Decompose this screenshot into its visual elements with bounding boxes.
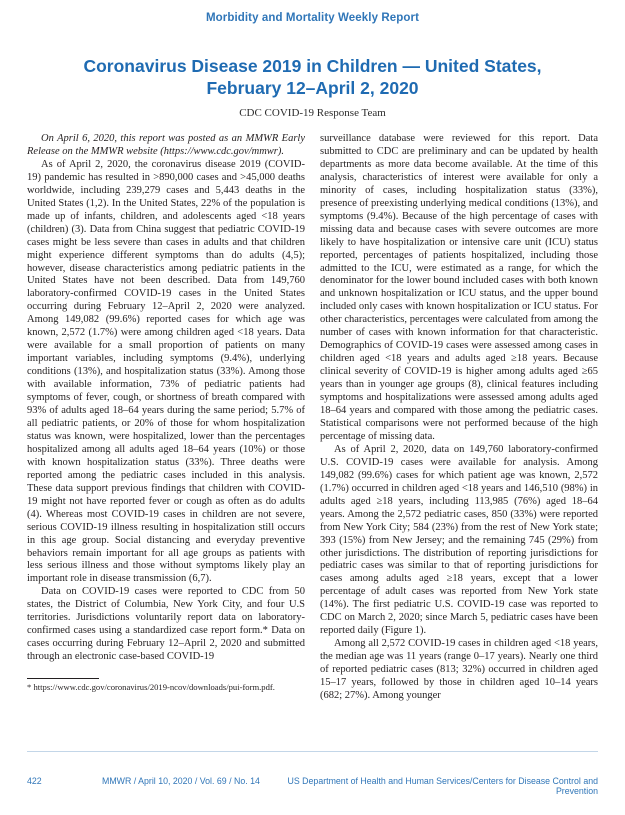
page-number: 422 [27, 776, 42, 786]
page-title-line2: February 12–April 2, 2020 [206, 78, 419, 98]
body-paragraph: Among all 2,572 COVID-19 cases in children aged <18 years, the median age was 11 years (range 0–17 years). Nearly one third of reported pediatric cases (813; 32%) occurred in children aged 15–17 years, followed by those in children aged 10–14 years (682; 27%). Among younger [320, 638, 598, 701]
body-columns [27, 133, 598, 703]
page-footer [27, 751, 598, 796]
page-title-line1: Coronavirus Disease 2019 in Children — United States, [83, 56, 542, 76]
footer-row [27, 776, 598, 796]
right-column-paragraphs [320, 133, 598, 703]
page-title [0, 55, 625, 99]
body-paragraph: On April 6, 2020, this report was posted as an MMWR Early Release on the MMWR website (https://www.cdc.gov/mmwr). [27, 133, 305, 157]
right-column [320, 133, 598, 703]
left-column-paragraphs [27, 133, 305, 664]
footnote-block [27, 678, 305, 693]
running-head: Morbidity and Mortality Weekly Report [205, 12, 420, 24]
body-paragraph: As of April 2, 2020, the coronavirus disease 2019 (COVID-19) pandemic has resulted in >890,000 cases and >45,000 deaths worldwide, including 239,279 cases and 5,443 deaths in the United States (1,2). In the United States, 22% of the population is made up of infants, children, and adolescents aged <18 years (children) (3). Data from China suggest that pediatric COVID-19 cases might be less severe than cases in adults and that children might experience different symptoms than do adults (4,5); however, disease characteristics among pediatric patients in the United States have not been described. Data from 149,760 laboratory-confirmed COVID-19 cases in the United States occurring during February 12–April 2, 2020 were analyzed. Among 149,082 (99.6%) reported cases for which age was known, 2,572 (1.7%) were among children aged <18 years. Data were available for a small proportion of patients on many important variables, including symptoms (9.4%), underlying conditions (13%), and hospitalization status (33%). Among those with available information, 73% of pediatric patients had symptoms of fever, cough, or shortness of breath compared with 93% of adults aged 18–64 years during the same period; 5.7% of all pediatric patients, or 20% of those for whom hospitalization status was known, were hospitalized, lower than the percentages hospitalized among all adults aged 18–64 years (10%) or those with known hospitalization status (33%). Three deaths were reported among the pediatric cases included in this analysis. These data support previous findings that children with COVID-19 might not have reported fever or cough as often as do adults (4). Whereas most COVID-19 cases in children are not severe, serious COVID-19 illness resulting in hospitalization still occurs in this age group. Social distancing and everyday preventive behaviors remain important for all age groups as patients with less serious illness and those without symptoms likely play an important role in disease transmission (6,7). [27, 158, 305, 585]
department-credit: US Department of Health and Human Services/Centers for Disease Control and Prevention [287, 776, 598, 796]
byline: CDC COVID-19 Response Team [239, 107, 386, 119]
body-paragraph: Data on COVID-19 cases were reported to CDC from 50 states, the District of Columbia, New York City, and four U.S territories. Jurisdictions voluntarily report data on laboratory-confirmed cases using a standardized case report form.* Data on cases occurring during February 12–April 2, 2020 and submitted through an electronic case-based COVID-19 [27, 586, 305, 663]
footnote-divider [27, 678, 99, 679]
footnote-text: * https://www.cdc.gov/coronavirus/2019-ncov/downloads/pui-form.pdf. [27, 682, 275, 693]
body-paragraph: surveillance database were reviewed for this report. Data submitted to CDC are preliminary and can be updated by health departments as more data become available. At the time of this analysis, characteristics of interest were available for only a minority of cases, including hospitalization status (33%), presence of preexisting underlying medical conditions (13%), and symptoms (9.4%). Because of the high percentage of cases with missing data and because cases with severe outcomes are more likely to have hospitalization or intensive care unit (ICU) status reported, percentages of patients hospitalized, including those admitted to the ICU, were estimated as a range, for which the denominator for the lower bound included cases with both known and unknown hospitalization or ICU status, and the upper bound included only cases with known hospitalization or ICU status. For other characteristics, percentages were calculated from among the number of cases with known information for that characteristic. Demographics of COVID-19 cases were assessed among cases in children aged <18 years and adults aged ≥18 years. Because clinical severity of COVID-19 is higher among adults aged ≥65 years than in younger age groups (8), clinical features including symptoms and hospitalizations were assessed among adults aged 18–64 years and compared with those among the pediatric cases. Statistical comparisons were not performed because of the high percentage of missing data. [320, 133, 598, 442]
body-paragraph: As of April 2, 2020, data on 149,760 laboratory-confirmed U.S. COVID-19 cases were available for analysis. Among 149,082 (99.6%) cases for which patient age was known, 2,572 (1.7%) occurred in children aged <18 years and 146,510 (98%) in adults aged ≥18 years, including 113,985 (76%) aged 18–64 years. Among the 2,572 pediatric cases, 850 (33%) were reported from New York City; 584 (23%) from the rest of New York state; 393 (15%) from New Jersey; and the remaining 745 (29%) from other jurisdictions. The distribution of reporting jurisdictions for pediatric cases was similar to that of reporting jurisdictions for cases among adults aged ≥18 years, except that a lower percentage of adult cases was reported from New York state (14%). The first pediatric U.S. COVID-19 case was reported to CDC on March 2, 2020; since March 5, pediatric cases have been reported daily (Figure 1). [320, 443, 598, 637]
journal-info: MMWR / April 10, 2020 / Vol. 69 / No. 14 [102, 776, 260, 786]
left-column [27, 133, 305, 703]
